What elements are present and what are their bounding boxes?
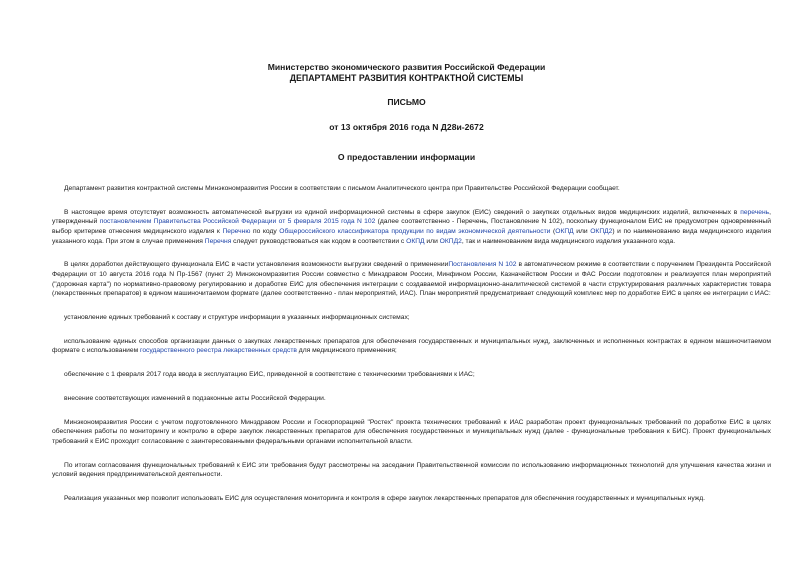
ministry-name: Министерство экономического развития Российской Федерации (267, 62, 546, 72)
paragraph-3 (52, 260, 771, 298)
link-perechen[interactable]: перечень (740, 208, 770, 216)
document-type: ПИСЬМО (387, 97, 426, 107)
department-name: ДЕПАРТАМЕНТ РАЗВИТИЯ КОНТРАКТНОЙ СИСТЕМЫ (289, 72, 524, 83)
text-fragment: или (424, 237, 440, 245)
text-fragment: В настоящее время отсутствует возможность автоматической выгрузки из единой информационной системы в сфере закупок (ЕИС) сведений о закупках отдельных видов медицинских изделий, включенных в (64, 208, 741, 216)
link-okpd-2nd[interactable]: ОКПД (406, 237, 425, 245)
text-fragment: для медицинского применения; (296, 347, 397, 355)
link-okpd[interactable]: ОКПД (555, 227, 574, 235)
paragraph-2 (52, 208, 771, 246)
paragraph-1: Департамент развития контрактной системы Минэкономразвития России в соответствии с письмом Аналитического центра при Правительстве Российской Федерации сообщает. (64, 185, 620, 192)
document-date-number: от 13 октября 2016 года N Д28и-2672 (329, 121, 484, 132)
text-fragment: по коду (250, 227, 280, 235)
text-fragment: , так и наименованием вида медицинского изделия указанного кода. (461, 237, 676, 245)
link-postanovleniya-102[interactable]: Постановления N 102 (448, 261, 517, 269)
document-body (52, 184, 771, 504)
link-classifier[interactable]: Общероссийского классификатора продукции по видам экономической деятельности (279, 227, 551, 235)
text-fragment: следует руководствоваться как кодом в соответствии с (231, 237, 407, 245)
paragraph-4: установление единых требований к составу и структуре информации в указанных информационных системах; (64, 313, 410, 321)
text-fragment: (далее соответственно - Перечень, Постановление N 102), поскольку функционалом ЕИС не предусмотрен одновременный выбор критериев отнесения медицинского изделия к (52, 218, 771, 235)
link-okpd2[interactable]: ОКПД2 (590, 227, 613, 235)
paragraph-9: По итогам согласования функциональных требований к ЕИС эти требования будут рассмотрены на заседании Правительственной комиссии по использованию информационных технологий для улучшения качества жизни и условий ведения предпринимательской деятельности. (52, 461, 771, 479)
text-fragment: в автоматическом режиме в соответствии с поручением Президента Российской Федерации от 10 августа 2016 года N Пр-1567 (пункт 2) Минэкономразвития России совместно с Минздравом России, Минфином России, Казначейством России и ФАС России подготовлен и реализуется план мероприятий ("дорожная карта") по нормативно-правовому регулированию и доработке ЕИС для обеспечения интеграции с создаваемой информационно-аналитической системой в части структурирования различных характеристик товара (лекарственных препаратов) в едином машиночитаемом формате (далее соответственно - план мероприятий, ИАС). План мероприятий предусматривает следующий комплекс мер по доработке ЕИС в целях ее интеграции с ИАС: (52, 261, 772, 298)
text-fragment: использование единых способов организации данных о закупках лекарственных препаратов для обеспечения государственных и муниципальных нужд, заключенных и исполненных контрактах в едином машиночитаемом формате с использованием (52, 337, 771, 355)
paragraph-5 (52, 337, 771, 356)
paragraph-10: Реализация указанных мер позволит использовать ЕИС для осуществления мониторинга и контроля в сфере закупок лекарственных препаратов для обеспечения государственных и муниципальных нужд. (64, 494, 706, 502)
text-fragment: В целях доработки действующего функционала ЕИС в части установления возможности выгрузки сведений о применении (64, 261, 449, 269)
link-drug-registry[interactable]: государственного реестра лекарственных средств (140, 347, 297, 355)
text-fragment: ( (550, 227, 556, 235)
paragraph-6: обеспечение с 1 февраля 2017 года ввода в эксплуатацию ЕИС, приведенной в соответствие с техническими требованиями к ИАС; (64, 371, 475, 379)
document-subject: О предоставлении информации (337, 152, 476, 162)
link-okpd2-2nd[interactable]: ОКПД2 (439, 237, 462, 245)
document-header (52, 62, 771, 132)
paragraph-8: Минэкономразвития России с учетом подготовленного Минздравом России и Госкорпорацией "Ростех" проекта технических требований к ИАС разработан проект функциональных требований по доработке ЕИС в целях обеспечения работы по мониторингу и контролю в сфере закупок лекарственных препаратов для обеспечения государственных и муниципальных нужд (далее - функциональные требования к БИС). Проект функциональных требований к ЕИС проходит согласование с заинтересованными федеральными органами исполнительной власти. (52, 418, 771, 445)
text-fragment: , утвержденный (52, 208, 771, 226)
paragraph-7: внесение соответствующих изменений в подзаконные акты Российской Федерации. (64, 394, 326, 402)
link-perechnya[interactable]: Перечня (204, 237, 232, 245)
text-fragment: или (573, 227, 591, 235)
link-postanovlenie-102[interactable]: постановлением Правительства Российской Федерации от 5 февраля 2015 года N 102 (99, 218, 376, 226)
link-perechnyu[interactable]: Перечню (222, 227, 251, 235)
text-fragment: ) и по наименованию вида медицинского изделия указанного кода. При этом в случае применения (52, 227, 772, 245)
